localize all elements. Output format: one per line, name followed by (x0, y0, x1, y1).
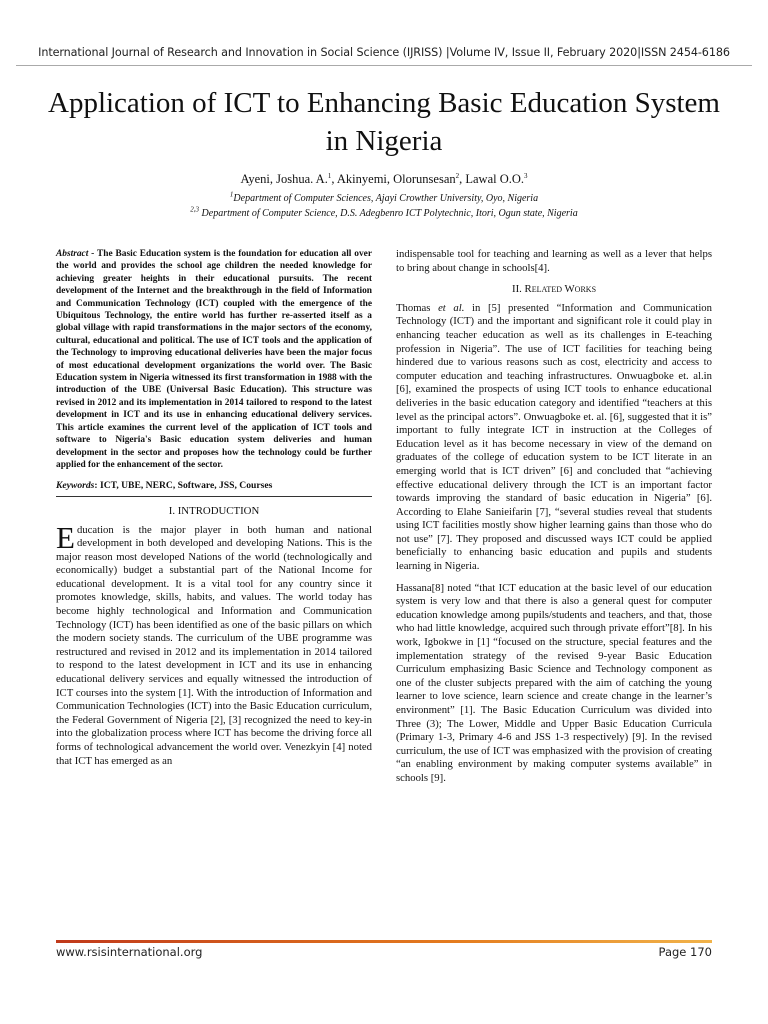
section-heading-introduction: I. INTRODUCTION (168, 504, 260, 517)
related-works-paragraph-2: Hassana[8] noted “that ICT education at the basic level of our education system is very low and that there is also a general quest for computer education knowledge among pupils/students and teachers, and that, those who had little knowledge, acquired such through private effort”[8]. In his work, Igbokwe in [1] “focused on the structure, special features and the implementation strategy of the revised 9-year Basic Education Curriculum emphasizing Basic Science and Technology component as one of the cluster subjects prepared with the aim of catching the young learner to love science, learn science and create change in the learner’s environment” [1]. The Basic Education Curriculum was divided into Three (3); The Lower, Middle and Upper Basic Education Curricula (Primary 1-3, Primary 4-6 and JSS 1-3 respectively) [9]. In the revised curriculum, the use of ICT was emphasized with the provision of creating “an enabling environment by making computer systems available” in schools [9]. (396, 581, 712, 784)
author-affiliation-marker: 1 (327, 171, 332, 180)
author-affiliation-marker: 3 (524, 171, 528, 180)
introduction-continued: indispensable tool for teaching and learning as well as a lever that helps to bring about change in schools[4]. (396, 248, 712, 274)
abstract-label: Abstract (56, 249, 89, 259)
affiliation-1 (40, 190, 728, 204)
related-works-paragraph-1 (396, 302, 712, 574)
affiliation-marker: 2,3 (190, 205, 200, 214)
right-column (396, 248, 712, 786)
section-heading-prefix: II. R (511, 283, 532, 296)
author-name: Ayeni, Joshua. A. (240, 172, 328, 186)
author-name: Akinyemi, Olorunsesan (336, 172, 456, 186)
header-divider (16, 65, 752, 66)
section-heading-rest: elated Works (531, 283, 597, 296)
abstract-text: - The Basic Education system is the foundation for education all over the world and provides the school age children the needed knowledge for achieving greater heights in their educational pursuits. The recent development of the Internet and the breakthrough in the field of Information and Communication Technology (ICT) coupled with the emergence of the Ubiquitous Technology, the entire world has further re-asserted itself as a global village with rapid transformations in the major sectors of the economy, cultural, educational and political. The use of ICT tools and the application of the Technology to improving educational deliveries have been the major focus of most educational development organizations the world over. The Basic Education system in Nigeria witnessed its first transformation in 1988 with the introduction of the UBE (Universal Basic Education). This structure was revised in 2012 and its implementation in 2014 tailored to respond to the latest development in ICT and its use in enhancing educational delivery services. This article examines the current level of the application of ICT tools and software to Nigeria's Basic education system deliveries and human development in the sector and proposes how the technology could be further applied for the enhancement of the sector. (56, 249, 372, 470)
keywords-text: : ICT, UBE, NERC, Software, JSS, Courses (94, 480, 273, 492)
section-heading-related-works (396, 283, 712, 297)
author-separator: , (459, 172, 466, 186)
footer-page-number: Page 170 (658, 945, 712, 959)
left-column (56, 248, 372, 768)
journal-header: International Journal of Research and Innovation in Social Science (IJRISS) |Volume IV, Issue II, February 2020|ISSN 2454-6186 (38, 46, 730, 59)
footer-divider (56, 940, 712, 943)
paragraph-text: in [5] presented “Information and Communication Technology (ICT) and the important and significant role it could play in enhancing teacher education as well as its challenges in E-teaching profession in Nigeria”. The use of ICT facilities for teaching being hindered due to various reasons such as cost, electricity and access to computer education and teaching infrastructures. Onwuagboke et. al.in [6], examined the prospects of using ICT tools to enhance educational deliveries in the basic education category and identified “teachers at this level as the principal actors”. Onwuagboke et. al. [6], suggested that it is” important to fully integrate ICT in instruction at the Colleges of Education level as it has become necessary in view of the demand on graduates of the college of education system to be ICT literate in an emerging world that is ICT driven” [6] and concluded that “achieving effective educational delivery through the ICT is an important factor towards improving the standard of basic education in Nigeria” [6]. According to Elahe Sanieifarin [7], “several studies reveal that students using ICT facilities mostly show higher learning gains than those who do not use” [7]. They proposed and discussed ways ICT could be applied beneficially to enhancing basic education and pupils and students learning in Nigeria. (396, 301, 712, 573)
paper-title: Application of ICT to Enhancing Basic Education System in Nigeria (48, 87, 720, 157)
abstract (56, 248, 372, 471)
author-affiliation-marker: 2 (455, 171, 460, 180)
affiliation-text: Department of Computer Science, D.S. Adegbenro ICT Polytechnic, Itori, Ogun state, Nigeria (199, 208, 578, 219)
introduction-text: ducation is the major player in both human and national development in both developed and developing Nations. This is the major reason most developed Nations of the world (technologically and economically) budget a substantial part of the National Income for educational development. It is a vital tool for any country since it promotes knowledge, skills, habits, and values. The world today has become highly technological and Information and Communication Technology (ICT) has been identified as one of the basic pillars on which the modern society stands. The curriculum of the UBE programme was restructured and revised in 2012 and its implementation in 2014 tailored to respond to the latest development in ICT and its use in enhancing educational delivery services and equally witnessed the introduction of ICT courses into the system [1]. With the introduction of Information and Communication Technologies (ICT) into the Basic Education curriculum, the Federal Government of Nigeria [2], [3] recognized the need to key-in into the globalization process where ICT has become the driving force all forms of technological advancement the world over. Venezkyin [4] noted that ICT has emerged as an (56, 523, 372, 767)
affiliation-text: Department of Computer Sciences, Ajayi Crowther University, Oyo, Nigeria (233, 193, 539, 204)
keywords (56, 479, 372, 497)
et-al-italic: et al. (438, 301, 465, 314)
affiliation-marker: 1 (229, 190, 234, 199)
author-list (40, 172, 728, 187)
introduction-paragraph (56, 519, 372, 769)
drop-cap: E (56, 519, 75, 555)
author-separator: , (331, 172, 337, 186)
paragraph-text: Thomas (396, 301, 439, 314)
footer-website: www.rsisinternational.org (56, 945, 203, 959)
author-name: Lawal O.O. (465, 172, 525, 186)
affiliation-2 (40, 205, 728, 219)
keywords-label: Keywords (56, 480, 95, 492)
